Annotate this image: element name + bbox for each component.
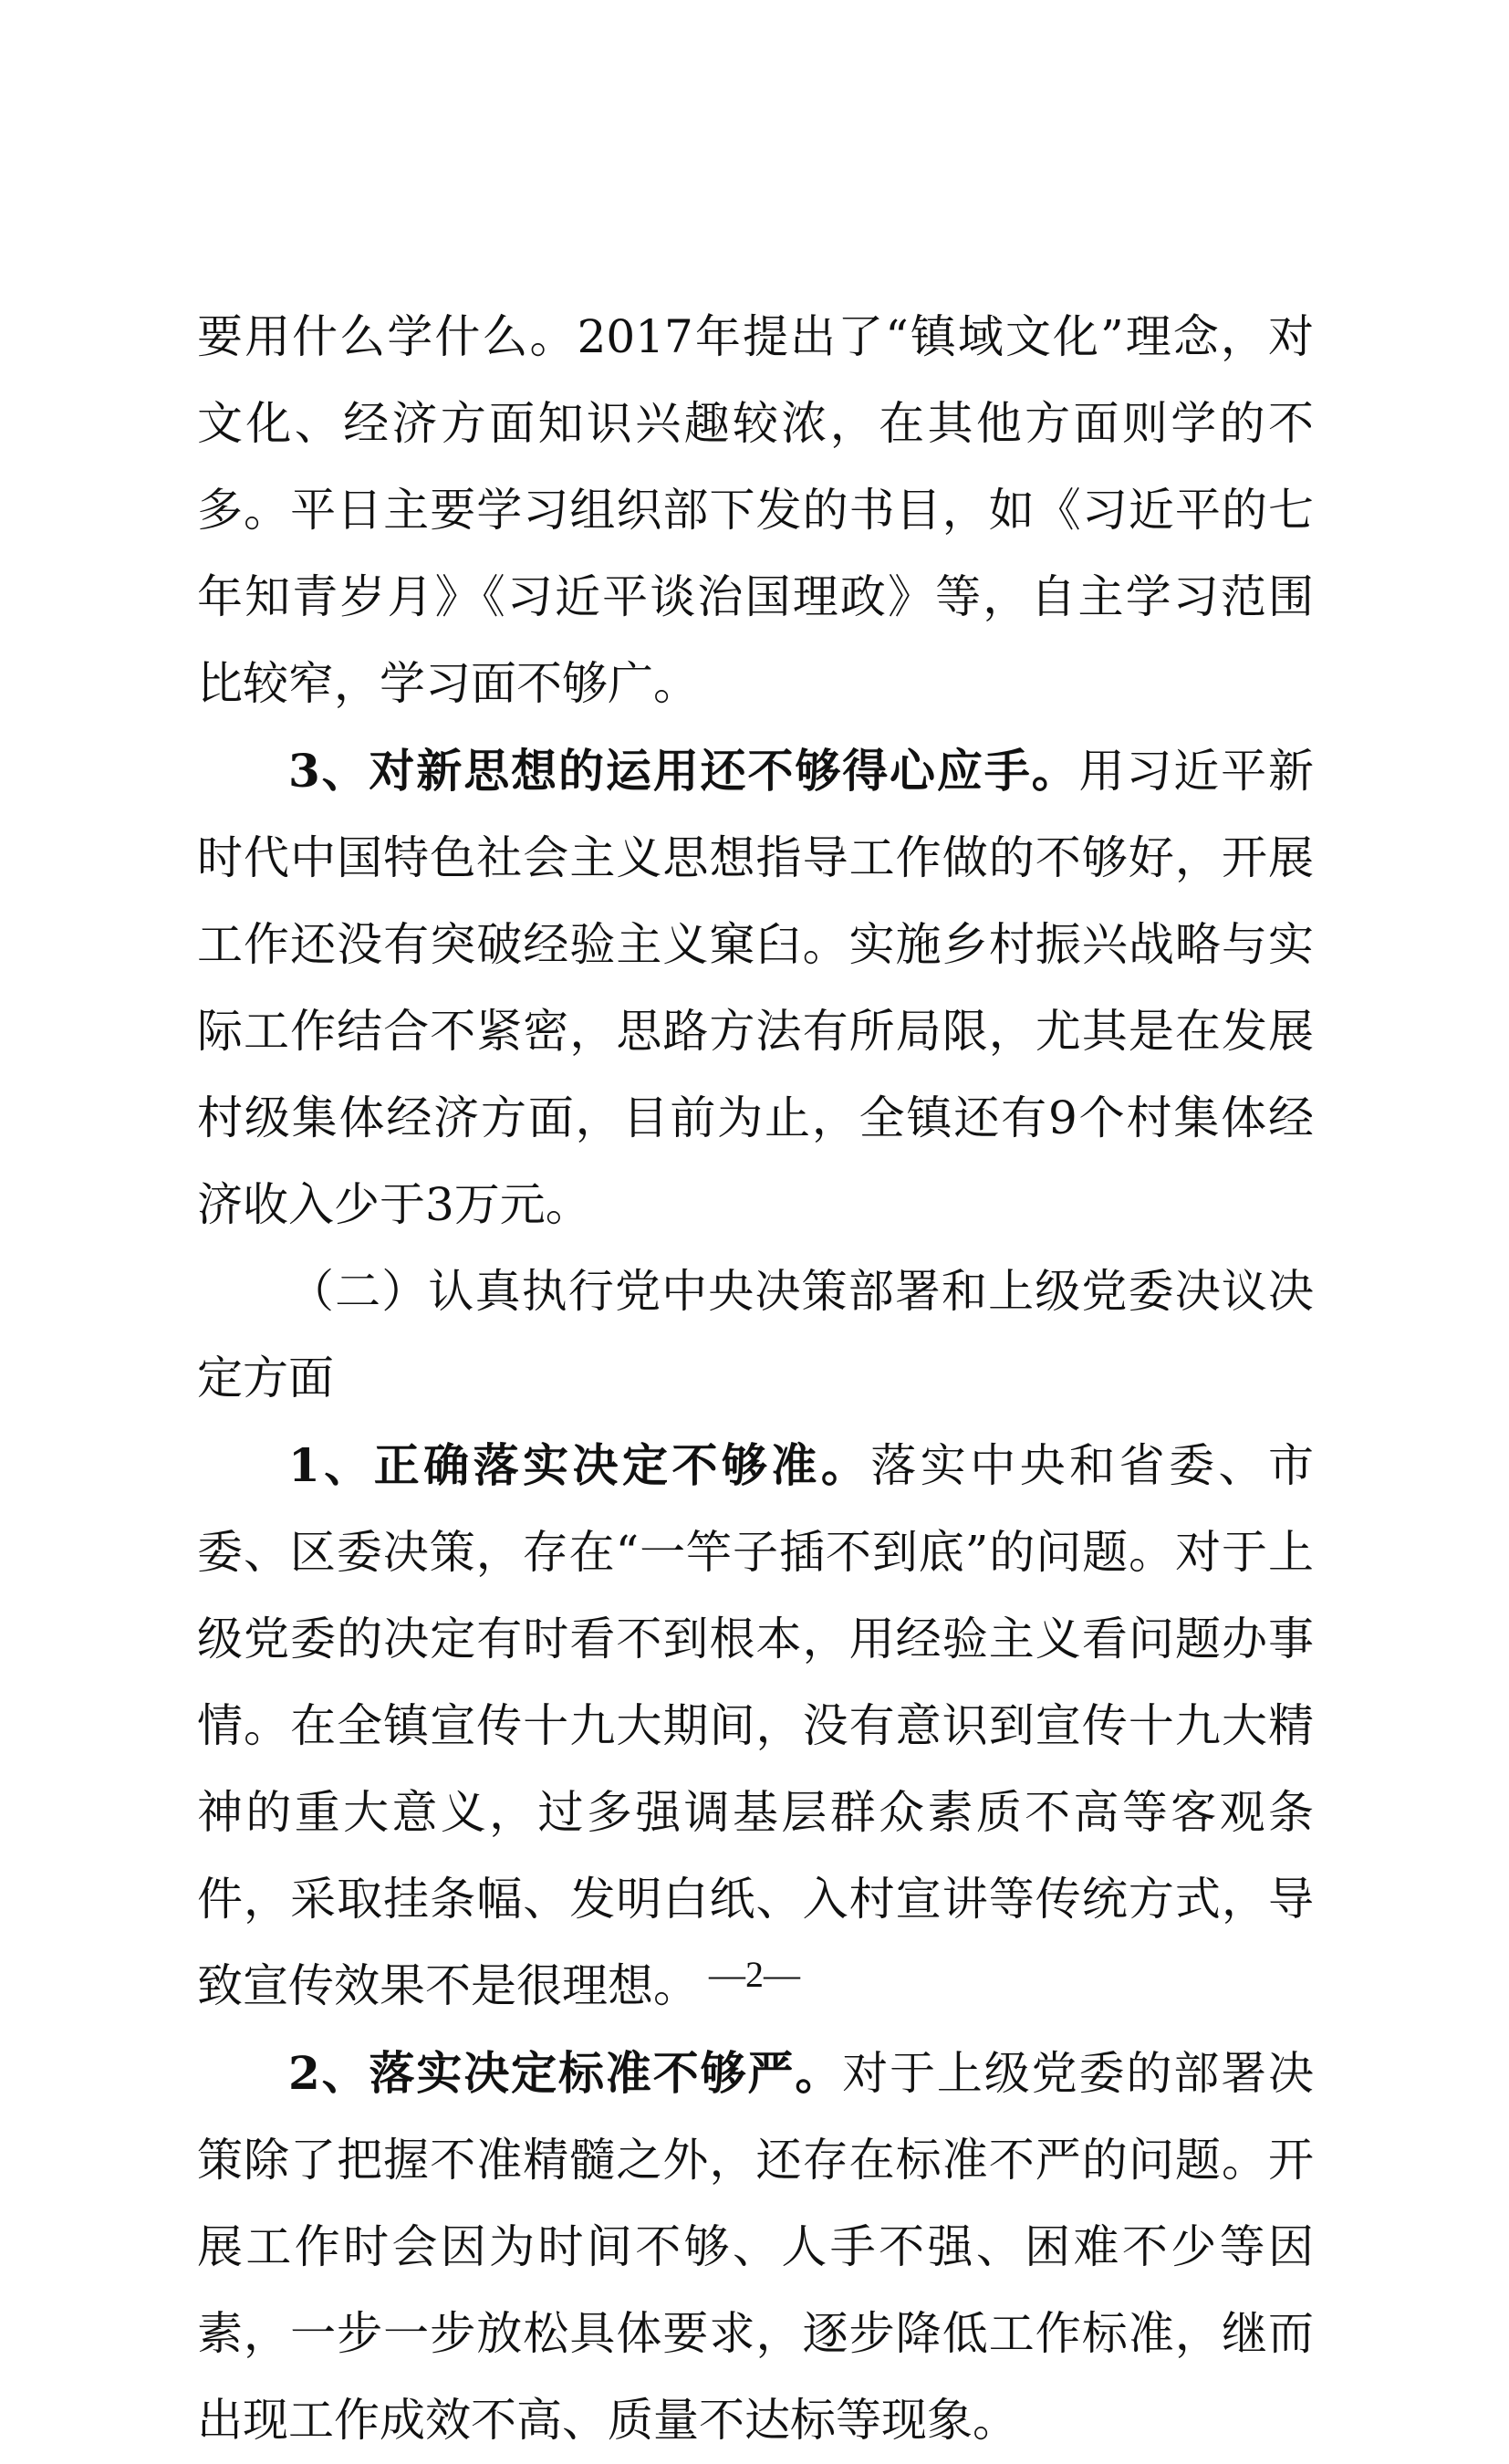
paragraph-text: 落实中央和省委、市委、区委决策，存在“一竿子插不到底”的问题。对于上级党委的决定有时看不到根本，用经验主义看问题办事情。在全镇宣传十九大期间，没有意识到宣传十九大精神的重大意义，过多强调基层群众素质不高等客观条件，采取挂条幅、发明白纸、入村宣讲等传统方式，导致宣传效果不是很理想。 — [197, 1439, 1314, 2012]
section-heading-text: （二）认真执行党中央决策部署和上级党委决议决定方面 — [197, 1265, 1314, 1404]
paragraph-text: 用习近平新时代中国特色社会主义思想指导工作做的不够好，开展工作还没有突破经验主义窠臼。实施乡村振兴战略与实际工作结合不紧密，思路方法有所局限，尤其是在发展村级集体经济方面，目前为止，全镇还有9个村集体经济收入少于3万元。 — [197, 745, 1314, 1231]
paragraph-point-3 — [197, 727, 1314, 1248]
paragraph-continuation — [197, 294, 1314, 727]
paragraph-heading: 3、对新思想的运用还不够得心应手。 — [288, 744, 1079, 798]
paragraph-point-2 — [197, 2030, 1314, 2464]
section-heading — [197, 1248, 1314, 1422]
paragraph-point-1 — [197, 1422, 1314, 2030]
paragraph-heading: 1、正确落实决定不够准。 — [288, 1438, 871, 1492]
paragraph-heading: 2、落实决定标准不够严。 — [288, 2046, 843, 2100]
paragraph-text: 要用什么学什么。2017年提出了“镇域文化”理念，对文化、经济方面知识兴趣较浓，在其他方面则学的不多。平日主要学习组织部下发的书目，如《习近平的七年知青岁月》《习近平谈治国理政》等，自主学习范围比较窄，学习面不够广。 — [197, 310, 1314, 710]
paragraph-text: 对于上级党委的部署决策除了把握不准精髓之外，还存在标准不严的问题。开展工作时会因为时间不够、人手不强、困难不少等因素，一步一步放松具体要求，逐步降低工作标准，继而出现工作成效不高、质量不达标等现象。 — [197, 2047, 1315, 2447]
document-body — [197, 294, 1314, 2464]
page-number: —2— — [709, 1954, 800, 1995]
